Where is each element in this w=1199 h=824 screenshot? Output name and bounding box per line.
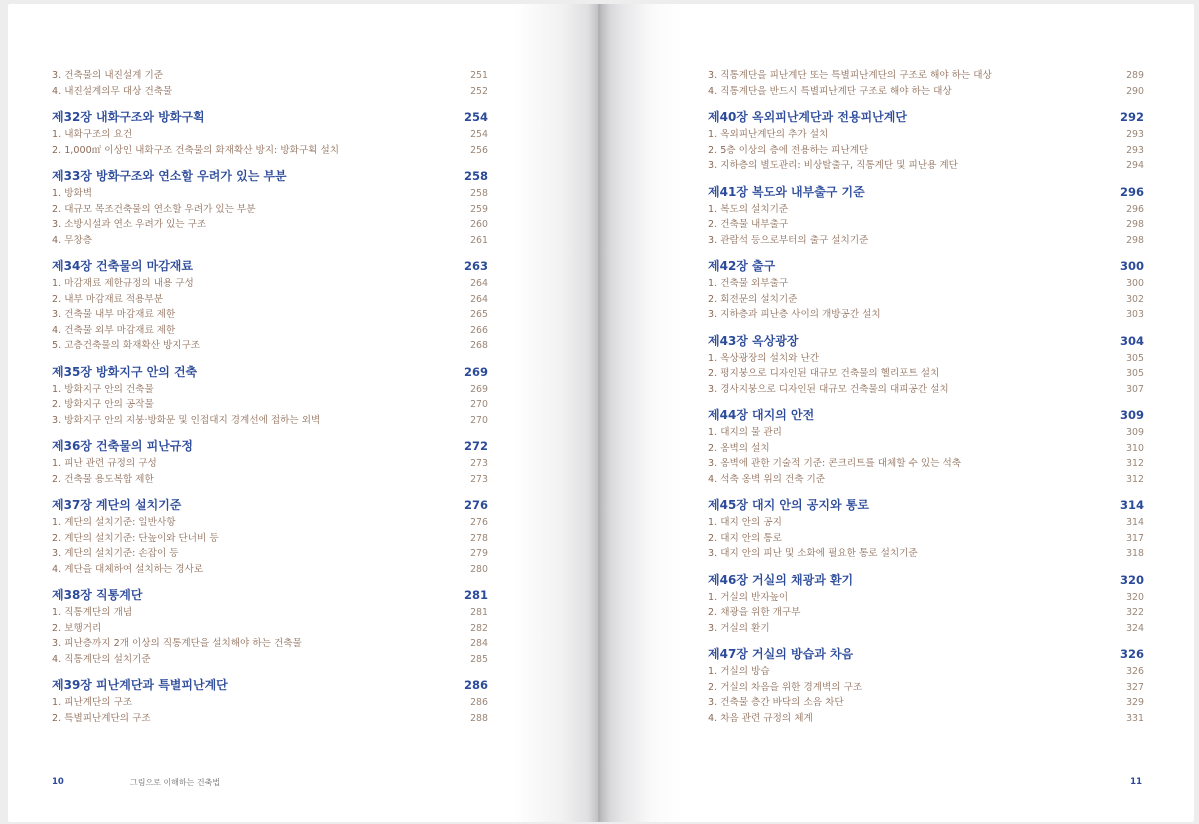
entry-title: 1. 방화지구 안의 건축물 <box>52 383 154 395</box>
toc-entry[interactable] <box>52 711 488 727</box>
chapter-page-number: 296 <box>1119 184 1144 199</box>
toc-entry[interactable] <box>708 276 1144 292</box>
toc-entry[interactable] <box>708 233 1144 249</box>
toc-entry[interactable] <box>708 202 1144 218</box>
toc-entry[interactable] <box>708 515 1144 531</box>
toc-entry[interactable] <box>52 307 488 323</box>
toc-entry[interactable] <box>708 127 1144 143</box>
toc-section <box>708 407 1144 487</box>
chapter-heading[interactable] <box>708 184 1144 201</box>
chapter-page-number: 320 <box>1119 572 1144 587</box>
toc-entry[interactable] <box>52 276 488 292</box>
entry-title: 1. 직통계단의 개념 <box>52 607 133 618</box>
chapter-page-number: 258 <box>463 169 488 183</box>
toc-entry[interactable] <box>52 323 488 339</box>
toc-section <box>708 184 1144 249</box>
toc-section <box>52 497 488 577</box>
toc-entry[interactable] <box>708 680 1144 696</box>
entry-page-number: 305 <box>1126 368 1144 379</box>
entry-title: 4. 계단을 대체하여 설치하는 경사로 <box>52 563 204 575</box>
entry-page-number: 329 <box>1126 697 1144 708</box>
toc-entry[interactable] <box>52 621 488 637</box>
entry-page-number: 305 <box>1126 352 1144 364</box>
toc-section <box>708 258 1144 323</box>
chapter-title: 제35장 방화지구 안의 건축 <box>52 364 198 379</box>
toc-entry[interactable] <box>52 338 488 354</box>
chapter-page-number: 292 <box>1119 110 1144 124</box>
entry-page-number: 270 <box>470 414 488 426</box>
entry-title: 3. 대지 안의 피난 및 소화에 필요한 통로 설치기준 <box>708 548 918 559</box>
entry-page-number: 278 <box>470 532 488 544</box>
entry-title: 2. 평지붕으로 디자인된 대규모 건축물의 헬리포트 설치 <box>708 368 940 379</box>
toc-entry[interactable] <box>708 590 1144 606</box>
entry-title: 2. 방화지구 안의 공작물 <box>52 399 154 410</box>
toc-section <box>52 109 488 158</box>
entry-page-number: 320 <box>1126 591 1144 603</box>
entry-page-number: 286 <box>470 697 488 708</box>
entry-title: 2. 대지 안의 통로 <box>708 532 782 544</box>
toc-entry[interactable] <box>52 562 488 578</box>
entry-title: 1. 건축물 외부출구 <box>708 278 789 289</box>
entry-page-number: 331 <box>1126 712 1144 724</box>
entry-page-number: 256 <box>470 144 488 156</box>
toc-entry[interactable] <box>52 413 488 429</box>
entry-title: 3. 계단의 설치기준: 손잡이 등 <box>52 548 179 559</box>
right-page <box>598 4 1194 822</box>
toc-entry[interactable] <box>52 186 488 202</box>
entry-page-number: 264 <box>470 278 488 289</box>
entry-title: 1. 대지 안의 공지 <box>708 517 782 528</box>
toc-entry[interactable] <box>708 307 1144 323</box>
chapter-page-number: 276 <box>463 498 488 512</box>
chapter-title: 제44장 대지의 안전 <box>708 408 815 422</box>
toc-entry[interactable] <box>52 531 488 547</box>
chapter-heading[interactable] <box>52 258 488 275</box>
entry-page-number: 282 <box>470 622 488 634</box>
chapter-page-number: 286 <box>463 678 488 692</box>
entry-title: 4. 무창층 <box>52 234 93 246</box>
entry-page-number: 254 <box>470 129 488 140</box>
entry-page-number: 289 <box>1126 70 1144 81</box>
toc-entry[interactable] <box>708 143 1144 159</box>
entry-title: 2. 내부 마감재료 적용부분 <box>52 293 163 305</box>
toc-section <box>52 587 488 667</box>
entry-title: 3. 지하층과 피난층 사이의 개방공간 설치 <box>708 309 881 320</box>
toc-entry[interactable] <box>708 546 1144 562</box>
chapter-page-number: 314 <box>1119 498 1144 512</box>
entry-page-number: 307 <box>1126 383 1144 395</box>
toc-entry[interactable] <box>52 546 488 562</box>
entry-page-number: 298 <box>1126 219 1144 230</box>
entry-page-number: 268 <box>470 340 488 351</box>
entry-title: 3. 지하층의 별도관리: 비상탈출구, 직통계단 및 피난용 계단 <box>708 160 958 171</box>
chapter-page-number: 304 <box>1119 333 1144 348</box>
entry-title: 3. 관람석 등으로부터의 출구 설치기준 <box>708 234 869 246</box>
toc-entry[interactable] <box>708 68 1144 84</box>
left-page-number: 10 <box>52 777 64 787</box>
entry-title: 3. 경사지붕으로 디자인된 대규모 건축물의 대피공간 설치 <box>708 383 949 395</box>
toc-section <box>708 572 1144 637</box>
entry-page-number: 312 <box>1126 458 1144 469</box>
chapter-title: 제40장 옥외피난계단과 전용피난계단 <box>708 110 907 124</box>
entry-title: 3. 직통계단을 피난계단 또는 특별피난계단의 구조로 해야 하는 대상 <box>708 70 992 81</box>
toc-section <box>52 258 488 354</box>
entry-title: 1. 방화벽 <box>52 188 93 199</box>
entry-page-number: 296 <box>1126 203 1144 215</box>
toc-entry[interactable] <box>52 84 488 100</box>
entry-page-number: 284 <box>470 638 488 649</box>
entry-page-number: 309 <box>1126 427 1144 438</box>
entry-title: 1. 피난계단의 구조 <box>52 697 133 708</box>
toc-entry[interactable] <box>52 652 488 668</box>
toc-entry[interactable] <box>52 292 488 308</box>
toc-entry[interactable] <box>52 143 488 159</box>
entry-title: 2. 회전문의 설치기준 <box>708 293 798 305</box>
chapter-heading[interactable] <box>708 258 1144 275</box>
entry-title: 3. 거실의 환기 <box>708 622 770 634</box>
entry-title: 1. 거실의 방습 <box>708 666 770 677</box>
entry-page-number: 312 <box>1126 473 1144 485</box>
entry-page-number: 261 <box>470 234 488 246</box>
entry-title: 3. 소방시설과 연소 우려가 있는 구조 <box>52 219 207 230</box>
toc-section <box>708 497 1144 562</box>
entry-title: 3. 옹벽에 관한 기술적 기준: 콘크리트를 대체할 수 있는 석축 <box>708 458 961 469</box>
toc-entry[interactable] <box>52 217 488 233</box>
entry-title: 2. 건축물 용도복합 제한 <box>52 473 154 485</box>
entry-title: 1. 내화구조의 요건 <box>52 129 133 140</box>
entry-page-number: 273 <box>470 458 488 469</box>
toc-entry[interactable] <box>52 515 488 531</box>
entry-title: 4. 직통계단의 설치기준 <box>52 653 151 665</box>
entry-title: 4. 석축 옹벽 위의 건축 기준 <box>708 473 826 485</box>
entry-title: 4. 건축물 외부 마감재료 제한 <box>52 324 176 336</box>
entry-title: 4. 직통계단을 반드시 특별피난계단 구조로 해야 하는 대상 <box>708 85 952 97</box>
chapter-heading[interactable] <box>708 646 1144 663</box>
right-toc <box>708 68 1144 736</box>
chapter-heading[interactable] <box>52 364 488 381</box>
entry-page-number: 270 <box>470 399 488 410</box>
entry-page-number: 251 <box>470 70 488 81</box>
entry-title: 3. 건축물 층간 바닥의 소음 차단 <box>708 697 844 708</box>
toc-entry[interactable] <box>52 605 488 621</box>
toc-entry[interactable] <box>52 233 488 249</box>
entry-page-number: 300 <box>1126 278 1144 289</box>
entry-title: 1. 계단의 설치기준: 일반사항 <box>52 517 176 528</box>
entry-title: 1. 마감재료 제한규정의 내용 구성 <box>52 278 194 289</box>
toc-section <box>708 333 1144 398</box>
toc-section <box>52 364 488 429</box>
right-page-number: 11 <box>1130 777 1142 787</box>
toc-entry[interactable] <box>708 84 1144 100</box>
entry-title: 1. 복도의 설치기준 <box>708 203 789 215</box>
entry-page-number: 260 <box>470 219 488 230</box>
toc-entry[interactable] <box>52 68 488 84</box>
entry-title: 2. 1,000㎡ 이상인 내화구조 건축물의 화재확산 방지: 방화구획 설치 <box>52 144 339 156</box>
toc-section <box>52 168 488 248</box>
toc-entry[interactable] <box>708 472 1144 488</box>
entry-page-number: 288 <box>470 712 488 724</box>
entry-page-number: 281 <box>470 607 488 618</box>
entry-page-number: 264 <box>470 293 488 305</box>
chapter-heading[interactable] <box>52 168 488 185</box>
entry-page-number: 298 <box>1126 234 1144 246</box>
chapter-title: 제32장 내화구조와 방화구획 <box>52 110 205 124</box>
entry-title: 2. 5층 이상의 층에 전용하는 피난계단 <box>708 144 869 156</box>
toc-entry[interactable] <box>52 456 488 472</box>
toc-section <box>708 646 1144 726</box>
toc-section <box>52 438 488 487</box>
toc-entry[interactable] <box>708 351 1144 367</box>
chapter-title: 제33장 방화구조와 연소할 우려가 있는 부분 <box>52 169 287 183</box>
chapter-heading[interactable] <box>52 497 488 514</box>
chapter-title: 제43장 옥상광장 <box>708 333 799 348</box>
entry-title: 1. 옥상광장의 설치와 난간 <box>708 352 819 364</box>
toc-entry[interactable] <box>52 382 488 398</box>
chapter-title: 제34장 건축물의 마감재료 <box>52 259 193 273</box>
entry-page-number: 326 <box>1126 666 1144 677</box>
left-page <box>8 4 598 822</box>
entry-title: 3. 피난층까지 2개 이상의 직통계단을 설치해야 하는 건축물 <box>52 638 302 649</box>
toc-section <box>708 109 1144 174</box>
toc-entry[interactable] <box>708 441 1144 457</box>
toc-entry[interactable] <box>52 397 488 413</box>
chapter-title: 제39장 피난계단과 특별피난계단 <box>52 678 228 692</box>
toc-section <box>52 677 488 726</box>
left-toc <box>52 68 488 736</box>
chapter-title: 제37장 계단의 설치기준 <box>52 498 182 512</box>
entry-page-number: 269 <box>470 383 488 395</box>
chapter-heading[interactable] <box>708 109 1144 126</box>
chapter-heading[interactable] <box>708 333 1144 350</box>
toc-entry[interactable] <box>708 217 1144 233</box>
chapter-heading[interactable] <box>708 572 1144 589</box>
entry-page-number: 314 <box>1126 517 1144 528</box>
entry-title: 4. 내진설계의무 대상 건축물 <box>52 85 173 97</box>
entry-page-number: 252 <box>470 85 488 97</box>
chapter-page-number: 326 <box>1119 647 1144 661</box>
toc-entry[interactable] <box>708 158 1144 174</box>
chapter-page-number: 300 <box>1119 259 1144 273</box>
entry-title: 3. 건축물 내부 마감재료 제한 <box>52 309 176 320</box>
entry-page-number: 259 <box>470 203 488 215</box>
toc-entry[interactable] <box>52 472 488 488</box>
entry-page-number: 293 <box>1126 144 1144 156</box>
entry-title: 2. 특별피난계단의 구조 <box>52 712 151 724</box>
chapter-page-number: 254 <box>463 110 488 124</box>
entry-title: 2. 대규모 목조건축물의 연소할 우려가 있는 부분 <box>52 203 256 215</box>
chapter-heading[interactable] <box>52 677 488 694</box>
toc-entry[interactable] <box>708 664 1144 680</box>
chapter-title: 제47장 거실의 방습과 차음 <box>708 647 854 661</box>
entry-title: 1. 거실의 반자높이 <box>708 591 789 603</box>
entry-title: 3. 방화지구 안의 지붕·방화문 및 인접대지 경계선에 접하는 외벽 <box>52 414 321 426</box>
chapter-heading[interactable] <box>52 438 488 455</box>
entry-page-number: 317 <box>1126 532 1144 544</box>
running-head: 그림으로 이해하는 건축법 <box>130 778 221 787</box>
entry-page-number: 266 <box>470 324 488 336</box>
entry-page-number: 285 <box>470 653 488 665</box>
entry-title: 1. 피난 관련 규정의 구성 <box>52 458 157 469</box>
toc-section <box>52 68 488 99</box>
toc-section <box>708 68 1144 99</box>
entry-title: 2. 보행거리 <box>52 622 102 634</box>
toc-entry[interactable] <box>708 292 1144 308</box>
toc-entry[interactable] <box>708 605 1144 621</box>
entry-title: 2. 건축물 내부출구 <box>708 219 789 230</box>
entry-title: 2. 채광을 위한 개구부 <box>708 607 801 618</box>
toc-entry[interactable] <box>52 695 488 711</box>
chapter-title: 제36장 건축물의 피난규정 <box>52 439 193 453</box>
entry-page-number: 258 <box>470 188 488 199</box>
entry-page-number: 303 <box>1126 309 1144 320</box>
entry-page-number: 293 <box>1126 129 1144 140</box>
toc-entry[interactable] <box>52 127 488 143</box>
chapter-page-number: 269 <box>463 364 488 379</box>
entry-page-number: 265 <box>470 309 488 320</box>
chapter-title: 제45장 대지 안의 공지와 통로 <box>708 498 869 512</box>
entry-title: 1. 대지의 물 관리 <box>708 427 782 438</box>
chapter-title: 제41장 복도와 내부출구 기준 <box>708 184 865 199</box>
entry-page-number: 310 <box>1126 442 1144 454</box>
chapter-page-number: 263 <box>463 259 488 273</box>
entry-title: 1. 옥외피난계단의 추가 설치 <box>708 129 829 140</box>
entry-page-number: 290 <box>1126 85 1144 97</box>
entry-page-number: 322 <box>1126 607 1144 618</box>
entry-title: 5. 고층건축물의 화재확산 방지구조 <box>52 340 201 351</box>
entry-title: 2. 거실의 차음을 위한 경계벽의 구조 <box>708 681 863 693</box>
entry-title: 3. 건축물의 내진설계 기준 <box>52 70 163 81</box>
entry-page-number: 276 <box>470 517 488 528</box>
entry-page-number: 318 <box>1126 548 1144 559</box>
toc-entry[interactable] <box>708 425 1144 441</box>
entry-page-number: 324 <box>1126 622 1144 634</box>
chapter-page-number: 309 <box>1119 408 1144 422</box>
toc-entry[interactable] <box>708 366 1144 382</box>
chapter-title: 제42장 출구 <box>708 259 776 273</box>
chapter-heading[interactable] <box>52 109 488 126</box>
entry-page-number: 294 <box>1126 160 1144 171</box>
chapter-heading[interactable] <box>52 587 488 604</box>
chapter-title: 제38장 직통계단 <box>52 588 143 602</box>
toc-entry[interactable] <box>708 711 1144 727</box>
entry-page-number: 280 <box>470 563 488 575</box>
entry-page-number: 302 <box>1126 293 1144 305</box>
toc-entry[interactable] <box>708 456 1144 472</box>
entry-page-number: 327 <box>1126 681 1144 693</box>
toc-entry[interactable] <box>708 621 1144 637</box>
chapter-heading[interactable] <box>708 407 1144 424</box>
chapter-page-number: 281 <box>463 588 488 602</box>
entry-page-number: 279 <box>470 548 488 559</box>
entry-title: 2. 옹벽의 설치 <box>708 442 770 454</box>
toc-entry[interactable] <box>708 382 1144 398</box>
entry-title: 4. 차음 관련 규정의 체계 <box>708 712 813 724</box>
entry-title: 2. 계단의 설치기준: 단높이와 단너비 등 <box>52 532 219 544</box>
entry-page-number: 273 <box>470 473 488 485</box>
chapter-title: 제46장 거실의 채광과 환기 <box>708 572 854 587</box>
toc-entry[interactable] <box>52 202 488 218</box>
chapter-page-number: 272 <box>463 439 488 453</box>
chapter-heading[interactable] <box>708 497 1144 514</box>
toc-entry[interactable] <box>52 636 488 652</box>
toc-entry[interactable] <box>708 695 1144 711</box>
toc-entry[interactable] <box>708 531 1144 547</box>
